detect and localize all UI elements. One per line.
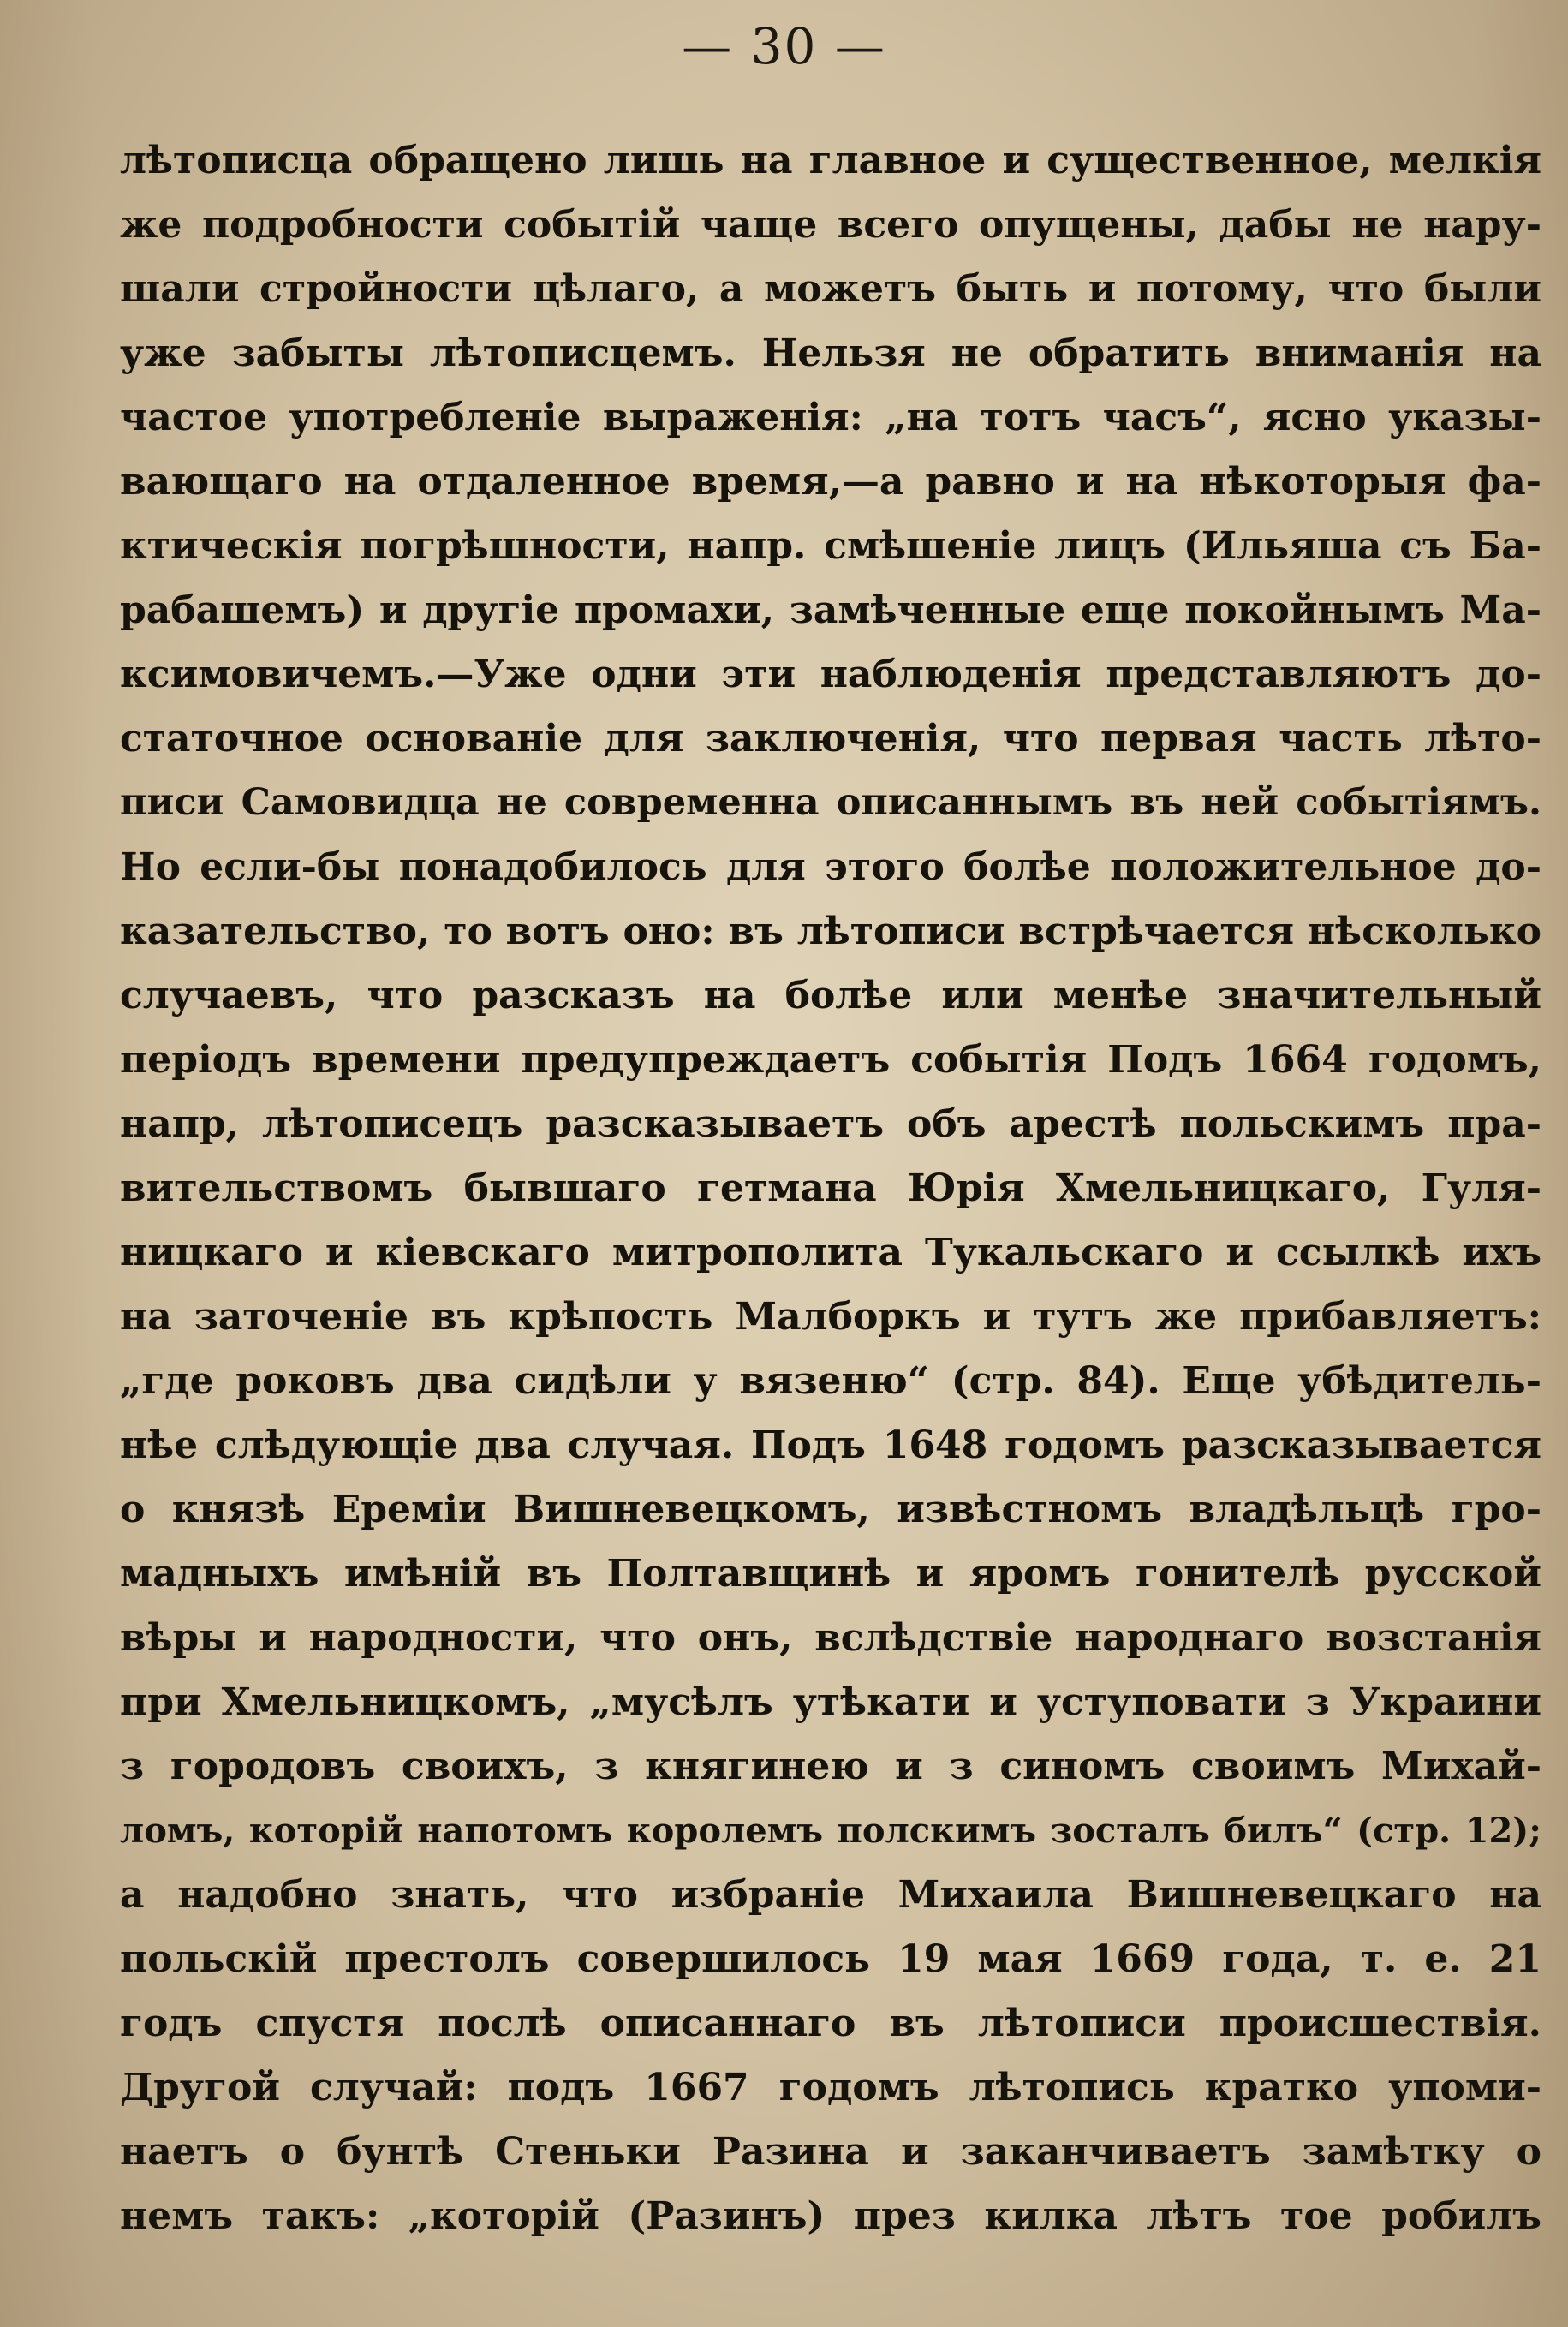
text-line: ксимовичемъ.—Уже одни эти наблюденія представляютъ до- bbox=[120, 653, 1541, 696]
text-line: ницкаго и кіевскаго митрополита Тукальскаго и ссылкѣ ихъ bbox=[120, 1231, 1541, 1274]
text-line: ломъ, которій напотомъ королемъ полскимъ зосталъ билъ“ (стр. 12); bbox=[120, 1811, 1541, 1851]
text-line: Другой случай: подъ 1667 годомъ лѣтопись кратко упоми- bbox=[120, 2066, 1541, 2109]
text-line: казательство, то вотъ оно: въ лѣтописи встрѣчается нѣсколько bbox=[120, 910, 1541, 953]
text-line: случаевъ, что разсказъ на болѣе или менѣе значительный bbox=[120, 974, 1541, 1017]
page-number: — 30 — bbox=[682, 17, 886, 75]
text-line: польскій престолъ совершилось 19 мая 1669 года, т. е. 21 bbox=[120, 1937, 1541, 1981]
text-line: з городовъ своихъ, з княгинею и з синомъ своимъ Михай- bbox=[120, 1745, 1541, 1788]
text-line: „где роковъ два сидѣли у вязеню“ (стр. 84). Еще убѣдитель- bbox=[120, 1359, 1541, 1403]
text-line: ктическія погрѣшности, напр. смѣшеніе лицъ (Ильяша съ Ба- bbox=[120, 524, 1541, 568]
text-line: нѣе слѣдующіе два случая. Подъ 1648 годомъ разсказывается bbox=[120, 1423, 1541, 1467]
text-line: немъ такъ: „которій (Разинъ) през килка лѣтъ тое робилъ bbox=[120, 2194, 1541, 2238]
text-line: о князѣ Ереміи Вишневецкомъ, извѣстномъ владѣльцѣ гро- bbox=[120, 1488, 1541, 1531]
text-line: шали стройности цѣлаго, а можетъ быть и потому, что были bbox=[120, 267, 1541, 311]
text-line: статочное основаніе для заключенія, что первая часть лѣто- bbox=[120, 717, 1541, 761]
text-line: Но если-бы понадобилось для этого болѣе положительное до- bbox=[120, 845, 1541, 889]
text-line: вѣры и народности, что онъ, вслѣдствіе народнаго возстанія bbox=[120, 1616, 1541, 1660]
text-line: при Хмельницкомъ, „мусѣлъ утѣкати и уступовати з Украини bbox=[120, 1680, 1541, 1724]
text-line: а надобно знать, что избраніе Михаила Вишневецкаго на bbox=[120, 1873, 1541, 1917]
text-line: вительствомъ бывшаго гетмана Юрія Хмельницкаго, Гуля- bbox=[120, 1166, 1541, 1210]
text-line: частое употребленіе выраженія: „на тотъ часъ“, ясно указы- bbox=[120, 396, 1541, 439]
text-line: періодъ времени предупреждаетъ событія Подъ 1664 годомъ, bbox=[120, 1038, 1541, 1082]
page-text bbox=[120, 128, 1541, 2248]
text-line: лѣтописца обращено лишь на главное и существенное, мелкія bbox=[120, 139, 1541, 182]
text-line: годъ спустя послѣ описаннаго въ лѣтописи происшествія. bbox=[120, 2002, 1541, 2045]
text-line: уже забыты лѣтописцемъ. Нельзя не обратить вниманія на bbox=[120, 331, 1541, 375]
text-line: наетъ о бунтѣ Стеньки Разина и заканчиваетъ замѣтку о bbox=[120, 2130, 1541, 2174]
text-line: писи Самовидца не современна описаннымъ въ ней событіямъ. bbox=[120, 781, 1541, 824]
text-line: напр, лѣтописецъ разсказываетъ объ арестѣ польскимъ пра- bbox=[120, 1102, 1541, 1146]
text-line: мадныхъ имѣній въ Полтавщинѣ и яромъ гонителѣ русской bbox=[120, 1552, 1541, 1596]
text-line: вающаго на отдаленное время,—а равно и на нѣкоторыя фа- bbox=[120, 460, 1541, 504]
text-line: рабашемъ) и другіе промахи, замѣченные еще покойнымъ Ма- bbox=[120, 588, 1541, 632]
text-line: на заточеніе въ крѣпость Малборкъ и тутъ же прибавляетъ: bbox=[120, 1295, 1541, 1339]
text-line: же подробности событій чаще всего опущены, дабы не нару- bbox=[120, 203, 1541, 247]
